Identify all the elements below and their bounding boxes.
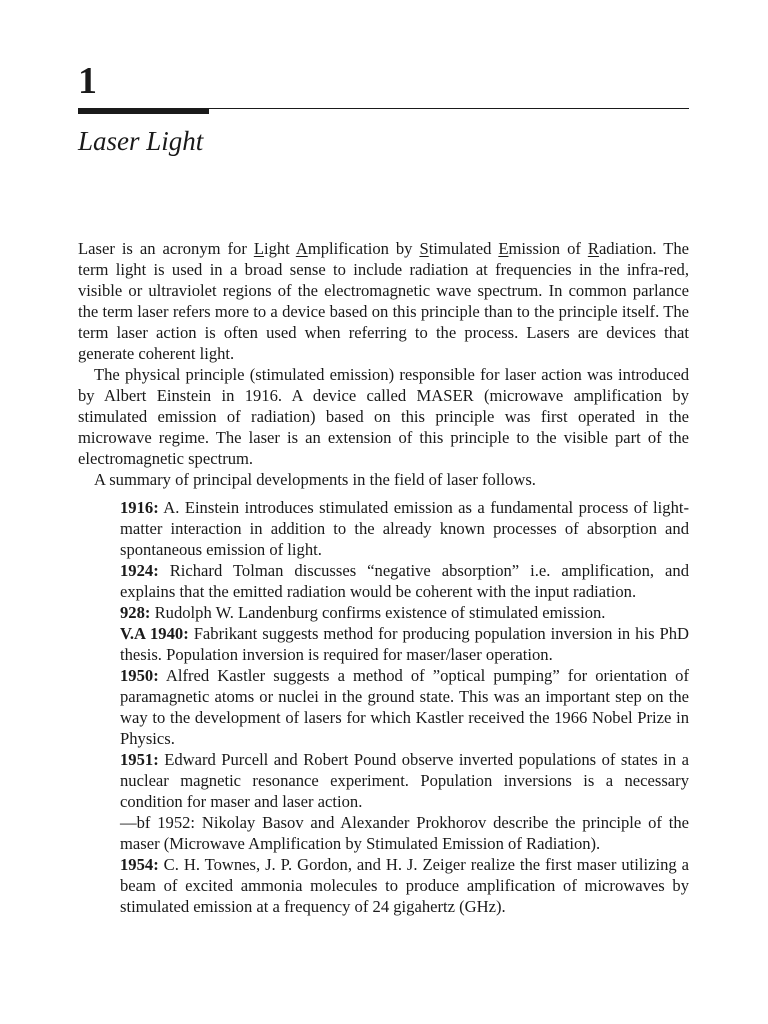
intro-text: mission of (508, 239, 588, 258)
intro-paragraph (78, 238, 689, 364)
entry-year: 928: (120, 603, 151, 622)
acronym-letter-a: A (295, 239, 308, 258)
timeline-entry (120, 623, 689, 665)
timeline-entry (120, 602, 689, 623)
timeline-entry (120, 560, 689, 602)
timeline-list (78, 497, 689, 917)
body-text (78, 238, 689, 917)
entry-text: Edward Purcell and Robert Pound observe inverted populations of states in a nuclear magnetic resonance experiment. Population inversions is a necessary condition for maser and laser action. (120, 750, 689, 811)
entry-year: 1924: (120, 561, 159, 580)
chapter-title: Laser Light (78, 126, 204, 156)
acronym-letter-l: L (253, 239, 264, 258)
entry-year: V.A 1940: (120, 624, 189, 643)
timeline-entry (120, 812, 689, 854)
entry-year: 1916: (120, 498, 159, 517)
acronym-letter-r: R (587, 239, 599, 258)
entry-text: A. Einstein introduces stimulated emission as a fundamental process of light-matter interaction in addition to the already known processes of absorption and spontaneous emission of light. (120, 498, 690, 559)
intro-text: timulated (428, 239, 499, 258)
intro-text: Laser is an acronym for (78, 239, 254, 258)
intro-text: mplification by (307, 239, 420, 258)
entry-year: 1950: (120, 666, 159, 685)
entry-text: Rudolph W. Landenburg confirms existence of stimulated emission. (154, 603, 606, 622)
paragraph-history: The physical principle (stimulated emission) responsible for laser action was introduced by Albert Einstein in 1916. A device called MASER (microwave amplification by stimulated emission of radiation) based on this principle was first operated in the microwave regime. The laser is an extension of this principle to the visible part of the electromagnetic spectrum. (78, 365, 689, 468)
timeline-entry (120, 854, 689, 917)
entry-text: Alfred Kastler suggests a method of ”optical pumping” for orientation of paramagnetic atoms or nuclei in the ground state. This was an important step on the way to the development of lasers for which Kastler received the 1966 Nobel Prize in Physics. (120, 666, 690, 748)
chapter-number: 1 (78, 60, 97, 102)
acronym-letter-s: S (419, 239, 429, 258)
timeline-entry (120, 665, 689, 749)
acronym-letter-e: E (498, 239, 509, 258)
timeline-entry (120, 497, 689, 560)
entry-text: Richard Tolman discusses “negative absorption” i.e. amplification, and explains that the emitted radiation would be coherent with the input radiation. (120, 561, 689, 601)
intro-text: ight (263, 239, 296, 258)
entry-text: C. H. Townes, J. P. Gordon, and H. J. Zeiger realize the first maser utilizing a beam of excited ammonia molecules to produce amplification of microwaves by stimulated emission at a frequency of 24 gigahertz (GHz). (120, 855, 689, 916)
entry-year: 1951: (120, 750, 159, 769)
paragraph-summary-lead: A summary of principal developments in the field of laser follows. (94, 470, 536, 489)
entry-text: Fabrikant suggests method for producing population inversion in his PhD thesis. Population inversion is required for maser/laser operation. (120, 624, 690, 664)
intro-text: adiation. The term light is used in a broad sense to include radiation at frequencies in the infra-red, visible or ultraviolet regions of the electromagnetic wave spectrum. In common parlance the term laser refers more to a device based on this principle than to the principle itself. The term laser action is often used when referring to the process. Lasers are devices that generate coherent light. (78, 239, 690, 363)
entry-year: 1954: (120, 855, 159, 874)
chapter-rule-accent (78, 108, 209, 114)
timeline-entry (120, 749, 689, 812)
entry-text: —bf 1952: Nikolay Basov and Alexander Prokhorov describe the principle of the maser (Microwave Amplification by Stimulated Emission of Radiation). (120, 813, 689, 853)
